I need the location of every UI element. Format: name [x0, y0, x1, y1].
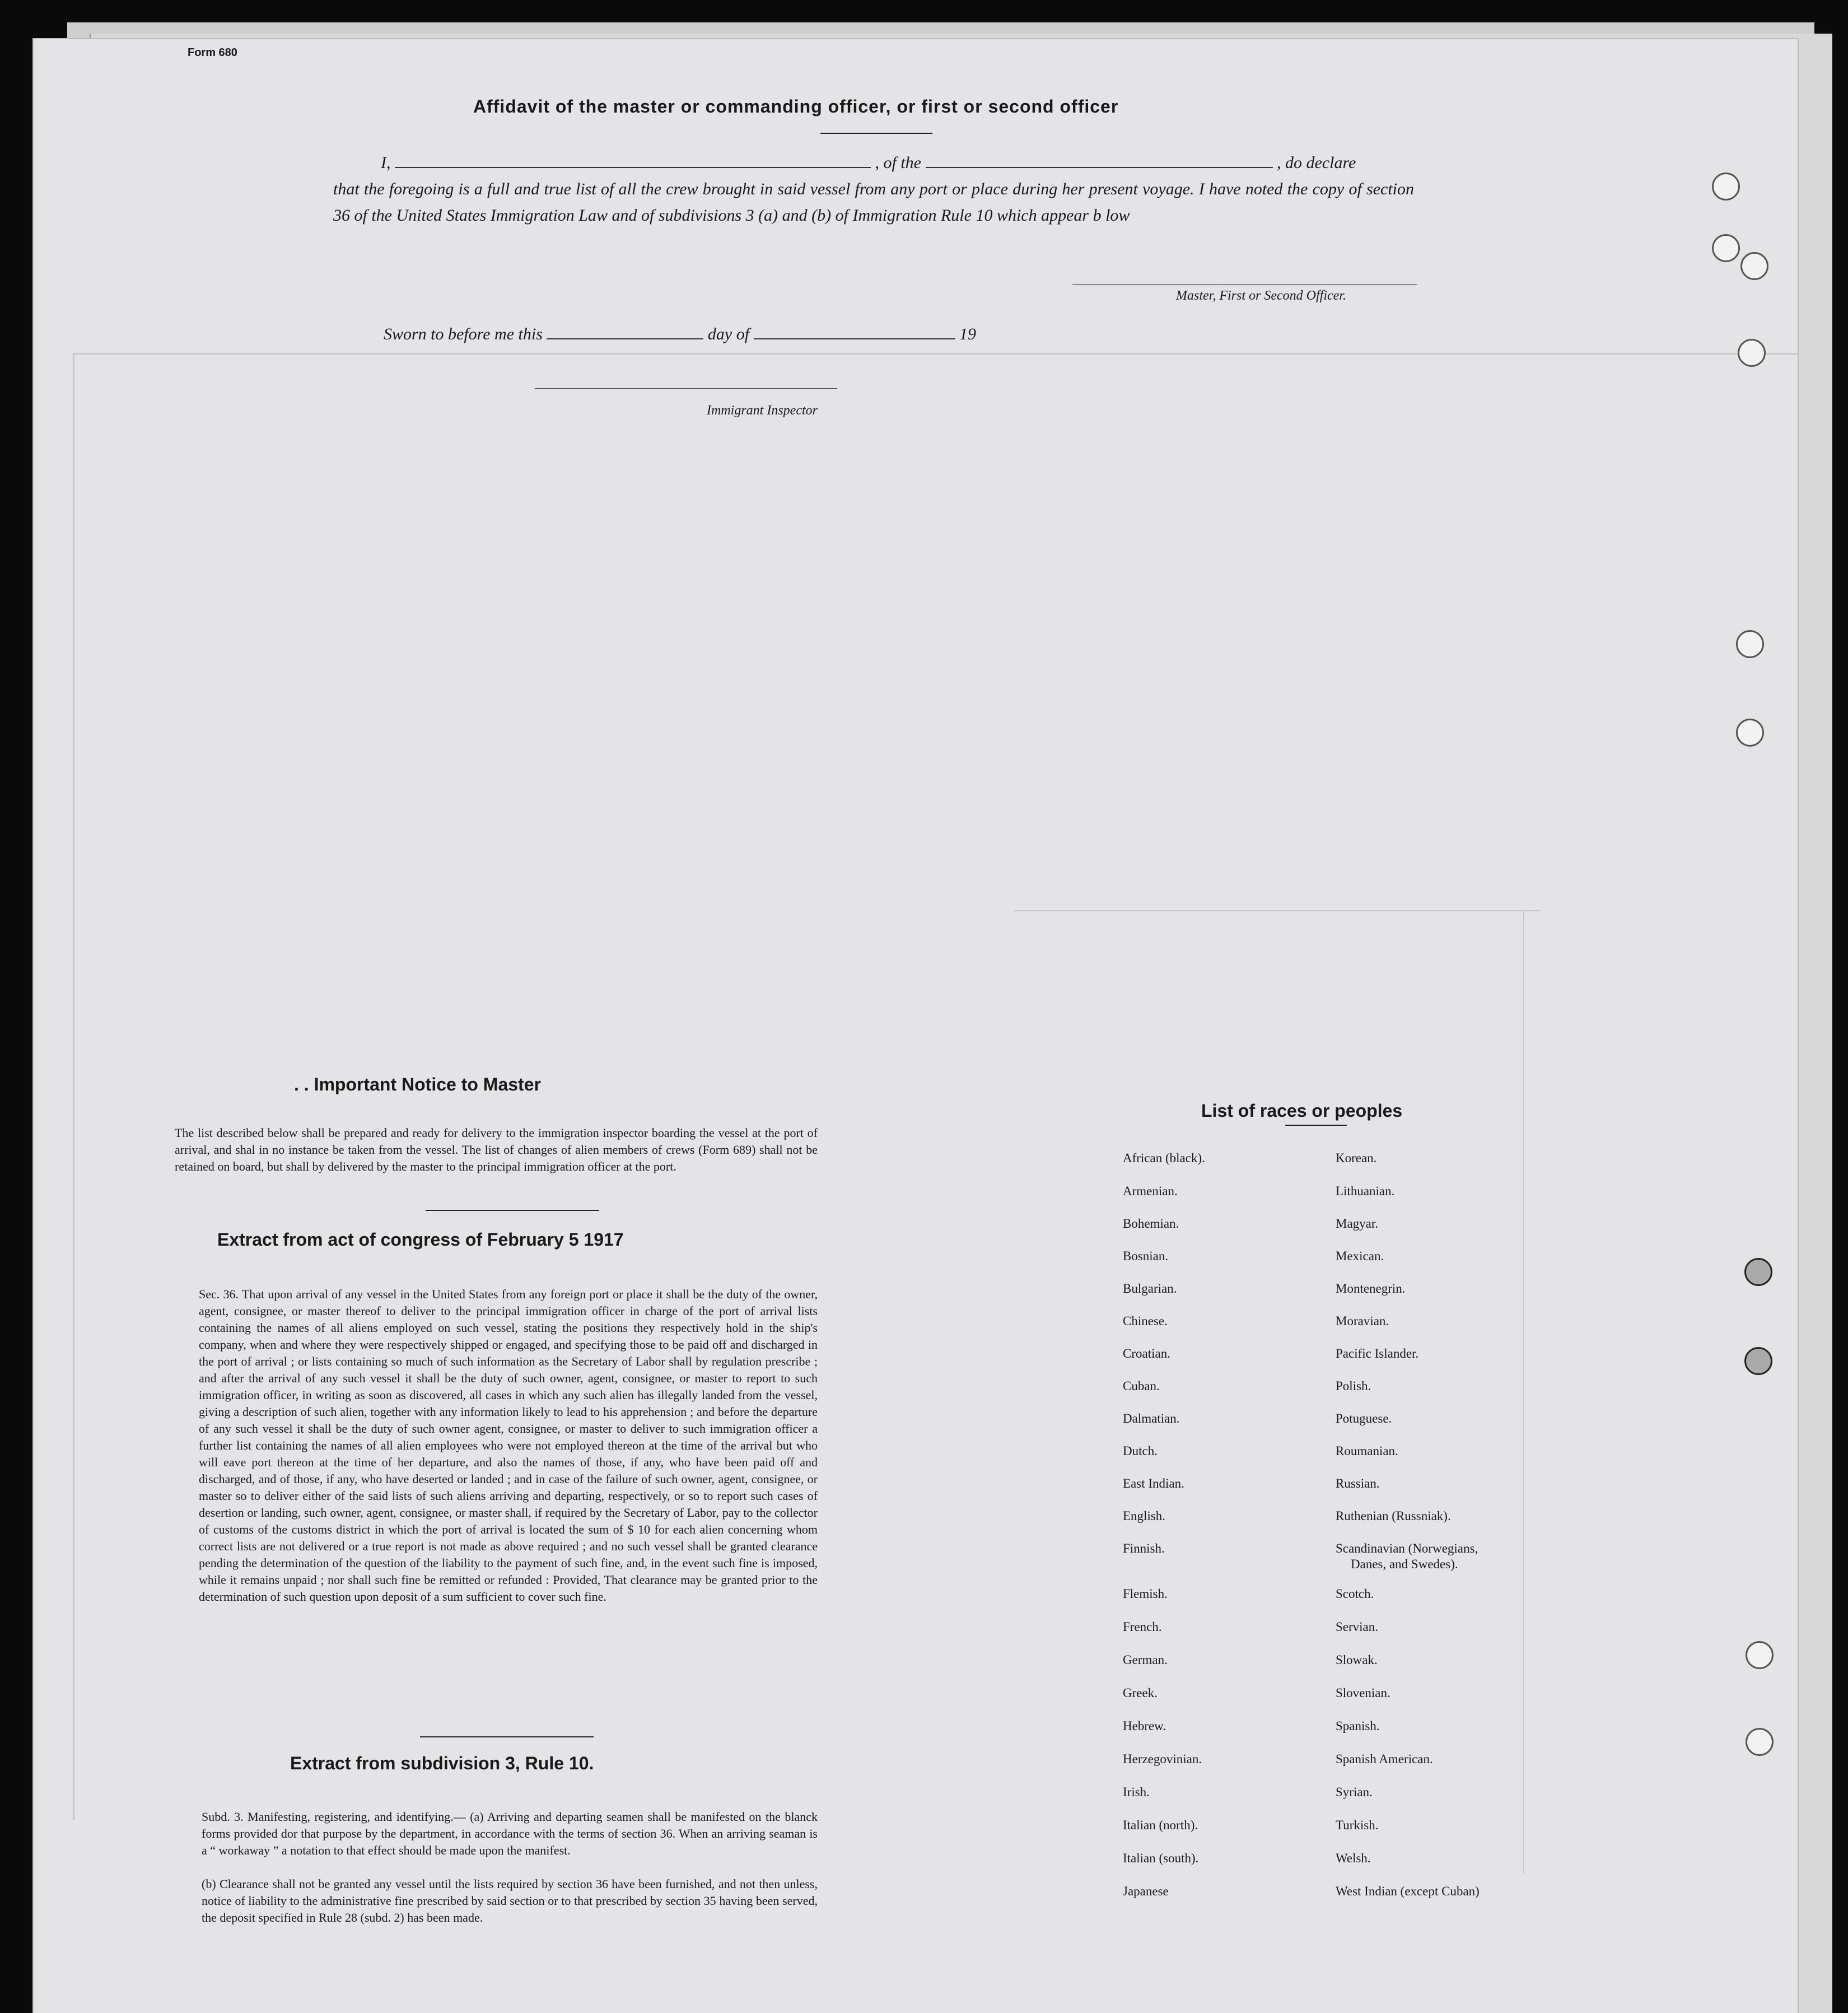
race-item: Hebrew. — [1123, 1719, 1166, 1733]
race-item: Irish. — [1123, 1785, 1150, 1799]
affidavit-declaration-line — [381, 153, 1356, 173]
race-item: Herzegovinian. — [1123, 1752, 1202, 1766]
race-item: Slowak. — [1336, 1653, 1378, 1667]
binder-hole — [1736, 719, 1764, 747]
declarant-name-field[interactable] — [395, 166, 871, 168]
race-item: Russian. — [1336, 1476, 1380, 1490]
sworn-day-field[interactable] — [547, 338, 703, 339]
binder-hole — [1746, 1728, 1774, 1756]
inspector-signature-line[interactable] — [535, 388, 837, 389]
notice-title: . . Important Notice to Master — [294, 1074, 541, 1094]
notice-rule — [426, 1210, 599, 1211]
binder-hole — [1740, 252, 1768, 280]
race-item: Pacific Islander. — [1336, 1346, 1419, 1360]
race-item: Cuban. — [1123, 1379, 1160, 1393]
race-item: Italian (north). — [1123, 1818, 1198, 1832]
binder-hole — [1736, 630, 1764, 658]
race-item: Lithuanian. — [1336, 1184, 1395, 1198]
binder-hole — [1712, 173, 1740, 201]
bleed-line — [1014, 910, 1540, 911]
signature-caption: Master, First or Second Officer. — [1176, 288, 1346, 303]
race-item-continued: Danes, and Swedes). — [1351, 1557, 1458, 1571]
inspector-caption: Immigrant Inspector — [707, 403, 818, 418]
binder-hole — [1738, 339, 1766, 367]
race-item: Croatian. — [1123, 1346, 1170, 1360]
race-item: Spanish. — [1336, 1719, 1380, 1733]
races-list-title: List of races or peoples — [1201, 1101, 1403, 1121]
bleed-line — [1523, 910, 1524, 1874]
race-item: Ruthenian (Russniak). — [1336, 1509, 1451, 1523]
binder-hole — [1746, 1641, 1774, 1669]
race-item: Scotch. — [1336, 1587, 1374, 1601]
race-item: Moravian. — [1336, 1314, 1389, 1328]
year-prefix: 19 — [959, 325, 977, 343]
act-extract-text: Sec. 36. That upon arrival of any vessel in the United States from any foreign port or place it shall be the duty of the owner, agent, consignee, or master thereof to deliver to the principal immigration officer in charge of the port of arrival lists containing the names of all aliens employed on such vessel, stating the positions they respectively hold in the ship's company, when and where they were respectively shipped or engaged, and specifying those to be paid off and discharged in the port of arrival ; or lists containing so much of such information as the Secretary of Labor shall by regulation prescribe ; and after the arrival of any such vessel it shall be the duty of such owner, agent, consignee, or master to report to such immigration officer, in writing as soon as discovered, all cases in which any such alien has illegally landed from the vessel, giving a description of such alien, together with any information likely to lead to his apprehension ; and before the departure of any such vessel it shall be the duty of such owner agent, consignee, or master to deliver to such immigration officer a further list containing the names of all alien employees who were not employed thereon at the time of the arrival but who will eave port thereon at the time of her departure, and also the names of those, if any, who have been paid off and discharged, and of those, if any, who have deserted or landed ; and in case of the failure of such owner, agent, consignee, or master so to deliver either of the said lists of such aliens arriving and departing, respectively, or so to report such cases of desertion or landing, such owner, agent, consignee, or master shall, if required by the Secretary of Labor, pay to the collector of customs of the customs district in which the port of arrival is located the sum of $ 10 for each alien concerning whom correct lists are not delivered or a true report is not made as above required ; and no such vessel shall be granted clearance pending the determination of the question of the liability to the payment of such fine, and, in the event such fine is imposed, while it remains unpaid ; nor shall such fine be remitted or refunded : Provided, That clearance may be granted prior to the determination of such question upon deposit of a sum sufficient to cover such fine. — [199, 1287, 818, 1604]
race-item: Mexican. — [1336, 1249, 1384, 1263]
race-item: East Indian. — [1123, 1476, 1184, 1490]
race-item: Polish. — [1336, 1379, 1371, 1393]
race-item: Armenian. — [1123, 1184, 1178, 1198]
declarant-label: I, — [381, 153, 391, 172]
race-item: German. — [1123, 1653, 1168, 1667]
race-item: Spanish American. — [1336, 1752, 1433, 1766]
master-signature-line[interactable] — [1072, 284, 1417, 285]
day-of-label: day of — [707, 325, 750, 343]
race-item: Chinese. — [1123, 1314, 1168, 1328]
binder-hole — [1712, 234, 1740, 262]
notice-text: The list described below shall be prepared and ready for delivery to the immigration inspector boarding the vessel at the port of arrival, and shal in no instance be taken from the vessel. The list of changes of alien members of crews (Form 689) shall not be retained on board, but shall by delivered by the master to the principal immigration officer at the port. — [175, 1126, 818, 1173]
binder-hole — [1744, 1347, 1772, 1375]
race-item: Italian (south). — [1123, 1851, 1199, 1865]
title-rule — [820, 133, 932, 134]
race-item: Potuguese. — [1336, 1411, 1392, 1425]
race-item: French. — [1123, 1620, 1162, 1634]
act-extract-title: Extract from act of congress of February 5 1917 — [217, 1229, 624, 1250]
vessel-field[interactable] — [926, 166, 1273, 168]
of-the-label: , of the — [875, 153, 921, 172]
sworn-month-field[interactable] — [754, 338, 955, 339]
rule-extract-title: Extract from subdivision 3, Rule 10. — [290, 1753, 594, 1773]
binder-hole — [1744, 1258, 1772, 1286]
bleed-line — [73, 353, 1798, 355]
sworn-label: Sworn to before me this — [384, 325, 543, 343]
race-item: Slovenian. — [1336, 1686, 1390, 1700]
race-item: Greek. — [1123, 1686, 1158, 1700]
race-item: Welsh. — [1336, 1851, 1371, 1865]
rule-extract-text-b: (b) Clearance shall not be granted any vessel until the lists required by section 36 have been furnished, and not then unless, notice of liability to the administrative fine prescribed by said section or to that prescribed by section 35 having been served, the deposit specified in Rule 28 (subd. 2) has been made. — [202, 1877, 818, 1925]
race-item: Dalmatian. — [1123, 1411, 1180, 1425]
declare-label: , do declare — [1277, 153, 1356, 172]
race-item: Korean. — [1336, 1151, 1377, 1165]
race-item: Bosnian. — [1123, 1249, 1169, 1263]
race-item: Japanese — [1123, 1884, 1169, 1898]
race-item: Bulgarian. — [1123, 1282, 1177, 1296]
race-item: Turkish. — [1336, 1818, 1379, 1832]
form-number: Form 680 — [188, 46, 237, 59]
race-item: Finnish. — [1123, 1541, 1165, 1555]
race-item: West Indian (except Cuban) — [1336, 1884, 1480, 1898]
race-item: Dutch. — [1123, 1444, 1158, 1458]
race-item: Syrian. — [1336, 1785, 1373, 1799]
bleed-line — [73, 353, 74, 1820]
race-item: Roumanian. — [1336, 1444, 1398, 1458]
race-item: Montenegrin. — [1336, 1282, 1406, 1296]
act-rule — [420, 1736, 594, 1737]
race-item: Magyar. — [1336, 1217, 1379, 1231]
race-item: Servian. — [1336, 1620, 1379, 1634]
race-item: English. — [1123, 1509, 1166, 1523]
race-item: Bohemian. — [1123, 1217, 1179, 1231]
race-item: Scandinavian (Norwegians, — [1336, 1541, 1478, 1555]
affidavit-title: Affidavit of the master or commanding officer, or first or second officer — [473, 96, 1119, 117]
race-item: African (black). — [1123, 1151, 1205, 1165]
race-item: Flemish. — [1123, 1587, 1168, 1601]
rule-extract-text-a: Subd. 3. Manifesting, registering, and identifying.— (a) Arriving and departing seamen shall be manifested on the blanck forms provided dor that purpose by the department, in accordance with the terms of section 36. When an arriving seaman is a “ workaway ” a notation to that effect should be made upon the manifest. — [202, 1810, 818, 1857]
sworn-line — [384, 325, 976, 344]
affidavit-body: that the foregoing is a full and true list of all the crew brought in said vessel from any port or place during her present voyage. I have noted the copy of section 36 of the United States Immigration Law and of subdivisions 3 (a) and (b) of Immigration Rule 10 which appear b low — [333, 180, 1414, 225]
races-title-underline — [1285, 1125, 1347, 1126]
